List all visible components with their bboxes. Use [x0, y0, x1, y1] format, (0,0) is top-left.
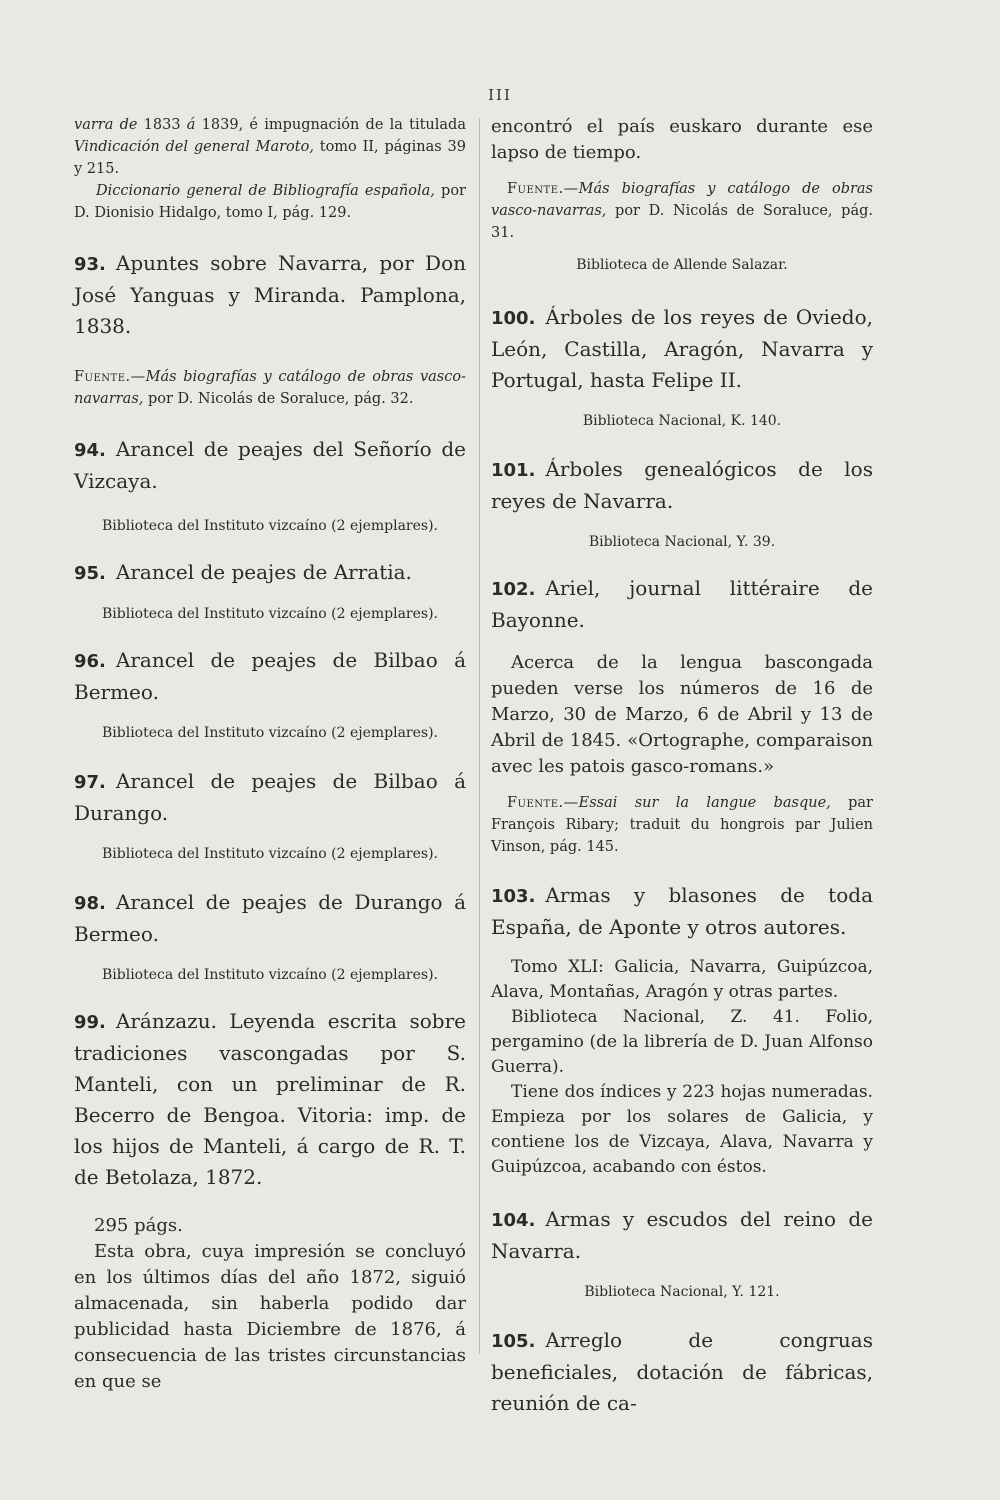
- description-102: Acerca de la lengua bascongada pueden verse los números de 16 de Marzo, 30 de Marzo, 6 de Abril y 13 de Abril de 1845. «Ortographe, comparaison avec les patois gasco-romans.»: [491, 652, 873, 777]
- entry-93: 93. Apuntes sobre Navarra, por Don José Yanguas y Miranda. Pamplona, 1838.: [74, 251, 466, 338]
- description-103: Tiene dos índices y 223 hojas numeradas. Empieza por los solares de Galicia, y contiene los de Vizcaya, Alava, Navarra y Guipúzcoa, acabando con éstos.: [491, 1082, 873, 1177]
- library-104: Biblioteca Nacional, Y. 121.: [584, 1284, 780, 1300]
- entry-102: 102. Ariel, journal littéraire de Bayonne.: [491, 576, 873, 632]
- source-102: Fuente.—Essai sur la langue basque, par François Ribary; traduit du hongrois par Julien Vinson, pág. 145.: [491, 795, 873, 855]
- entry-101: 101. Árboles genealógicos de los reyes de Navarra.: [491, 457, 873, 513]
- entry-104: 104. Armas y escudos del reino de Navarra.: [491, 1207, 873, 1263]
- library-101: Biblioteca Nacional, Y. 39.: [588, 534, 776, 550]
- continuation-note-1: varra de 1833 á 1839, é impugnación de la titulada Vindicación del general Maroto, tomo II, páginas 39 y 215.: [74, 117, 466, 177]
- library-continuation: Biblioteca de Allende Salazar.: [576, 257, 788, 273]
- location-103: Biblioteca Nacional, Z. 41. Folio, pergamino (de la librería de D. Juan Alfonso Guerra).: [491, 1007, 873, 1077]
- library-98: Biblioteca del Instituto vizcaíno (2 ejemplares).: [101, 967, 438, 983]
- entry-94: 94. Arancel de peajes del Señorío de Vizcaya.: [74, 437, 466, 493]
- entry-105: 105. Arreglo de congruas beneficiales, dotación de fábricas, reunión de ca-: [491, 1328, 873, 1415]
- description-99: Esta obra, cuya impresión se concluyó en los últimos días del año 1872, siguió almacenada, sin haberla podido dar publicidad hasta Diciembre de 1876, á consecuencia de las tristes circunstancias en que se: [74, 1241, 466, 1392]
- entry-96: 96. Arancel de peajes de Bilbao á Bermeo.: [74, 648, 466, 704]
- library-97: Biblioteca del Instituto vizcaíno (2 ejemplares).: [101, 846, 438, 862]
- library-100: Biblioteca Nacional, K. 140.: [582, 413, 782, 429]
- library-95: Biblioteca del Instituto vizcaíno (2 ejemplares).: [101, 606, 438, 622]
- source-93: Fuente.—Más biografías y catálogo de obras vasco-navarras, por D. Nicolás de Soraluce, pág. 32.: [74, 369, 466, 407]
- entry-99: 99. Aránzazu. Leyenda escrita sobre tradiciones vascongadas por S. Manteli, con un preliminar de R. Becerro de Bengoa. Vitoria: imp. de los hijos de Manteli, á cargo de R. T. de Betolaza, 1872.: [74, 1009, 466, 1189]
- left-column: [74, 114, 466, 1395]
- column-divider: [479, 118, 480, 1354]
- contents-103: Tomo XLI: Galicia, Navarra, Guipúzcoa, Alava, Montañas, Aragón y otras partes.: [491, 957, 873, 1002]
- entry-97: 97. Arancel de peajes de Bilbao á Durango.: [74, 769, 466, 825]
- entry-95: 95. Arancel de peajes de Arratia.: [74, 560, 412, 584]
- extent-99: 295 págs.: [94, 1215, 183, 1236]
- continuation-text: encontró el país euskaro durante ese lapso de tiempo.: [491, 116, 873, 163]
- library-94: Biblioteca del Instituto vizcaíno (2 ejemplares).: [101, 518, 438, 534]
- library-96: Biblioteca del Instituto vizcaíno (2 ejemplares).: [101, 725, 438, 741]
- entry-103: 103. Armas y blasones de toda España, de Aponte y otros autores.: [491, 883, 873, 939]
- continuation-note-2: Diccionario general de Bibliografía española, por D. Dionisio Hidalgo, tomo I, pág. 129.: [74, 183, 466, 221]
- right-column: [491, 114, 873, 1419]
- page-number: III: [488, 86, 512, 104]
- entry-98: 98. Arancel de peajes de Durango á Bermeo.: [74, 890, 466, 946]
- entry-100: 100. Árboles de los reyes de Oviedo, León, Castilla, Aragón, Navarra y Portugal, hasta Felipe II.: [491, 305, 873, 392]
- source-continuation: Fuente.—Más biografías y catálogo de obras vasco-navarras, por D. Nicolás de Soraluce, pág. 31.: [491, 181, 873, 241]
